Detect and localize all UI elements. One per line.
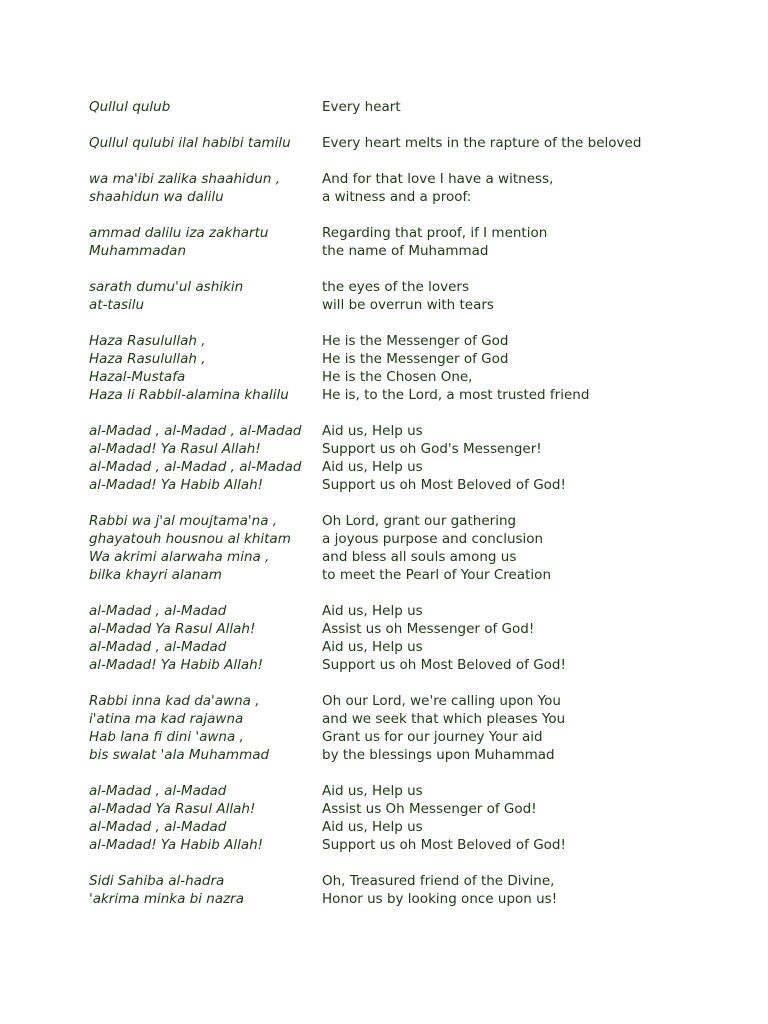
lyric-line: [89, 224, 729, 242]
transliteration-text: al-Madad , al-Madad , al-Madad: [89, 423, 302, 439]
translation-text: Support us oh God's Messenger!: [322, 441, 542, 457]
transliteration-text: Rabbi wa j'al moujtama'na ,: [89, 513, 278, 529]
stanza: [89, 224, 729, 260]
stanza: [89, 134, 729, 152]
translation-text: Support us oh Most Beloved of God!: [322, 837, 566, 853]
transliteration-text: shaahidun wa dalilu: [89, 189, 224, 205]
stanza: [89, 422, 729, 494]
transliteration-text: wa ma'ibi zalika shaahidun ,: [89, 171, 281, 187]
translation-text: will be overrun with tears: [322, 297, 494, 313]
translation-text: And for that love I have a witness,: [322, 171, 554, 187]
transliteration-text: Qullul qulub: [89, 99, 171, 115]
translation-text: He is the Messenger of God: [322, 351, 509, 367]
translation-text: Oh our Lord, we're calling upon You: [322, 693, 561, 709]
translation-text: Grant us for our journey Your aid: [322, 729, 543, 745]
lyric-line: [89, 530, 729, 548]
translation-text: He is the Chosen One,: [322, 369, 473, 385]
lyric-line: [89, 836, 729, 854]
stanza: [89, 782, 729, 854]
transliteration-text: Hab lana fi dini 'awna ,: [89, 729, 244, 745]
lyric-line: [89, 566, 729, 584]
transliteration-text: al-Madad! Ya Habib Allah!: [89, 837, 264, 853]
translation-text: Every heart melts in the rapture of the beloved: [322, 135, 642, 151]
transliteration-text: al-Madad! Ya Rasul Allah!: [89, 441, 261, 457]
translation-text: He is, to the Lord, a most trusted friend: [322, 387, 590, 403]
lyric-line: [89, 692, 729, 710]
transliteration-text: al-Madad Ya Rasul Allah!: [89, 801, 256, 817]
transliteration-text: Haza li Rabbil-alamina khalilu: [89, 387, 289, 403]
stanza: [89, 332, 729, 404]
translation-text: Aid us, Help us: [322, 783, 423, 799]
translation-text: by the blessings upon Muhammad: [322, 747, 555, 763]
lyric-line: [89, 800, 729, 818]
translation-text: and bless all souls among us: [322, 549, 517, 565]
lyric-line: [89, 440, 729, 458]
transliteration-text: Rabbi inna kad da'awna ,: [89, 693, 260, 709]
transliteration-text: al-Madad Ya Rasul Allah!: [89, 621, 256, 637]
lyric-line: [89, 278, 729, 296]
lyric-line: [89, 818, 729, 836]
transliteration-text: Haza Rasulullah ,: [89, 351, 206, 367]
lyric-line: [89, 602, 729, 620]
transliteration-text: Wa akrimi alarwaha mina ,: [89, 549, 270, 565]
transliteration-text: i'atina ma kad rajawna: [89, 711, 244, 727]
stanza: [89, 692, 729, 764]
lyric-line: [89, 656, 729, 674]
transliteration-text: Sidi Sahiba al-hadra: [89, 873, 225, 889]
transliteration-text: al-Madad! Ya Habib Allah!: [89, 477, 264, 493]
stanza: [89, 170, 729, 206]
translation-text: Aid us, Help us: [322, 639, 423, 655]
lyric-line: [89, 296, 729, 314]
transliteration-text: Hazal-Mustafa: [89, 369, 186, 385]
lyrics-sheet: [89, 98, 729, 926]
lyric-line: [89, 386, 729, 404]
translation-text: and we seek that which pleases You: [322, 711, 566, 727]
translation-text: Oh, Treasured friend of the Divine,: [322, 873, 555, 889]
transliteration-text: Muhammadan: [89, 243, 187, 259]
stanza: [89, 278, 729, 314]
transliteration-text: sarath dumu'ul ashikin: [89, 279, 244, 295]
stanza: [89, 512, 729, 584]
translation-text: Aid us, Help us: [322, 459, 423, 475]
lyric-line: [89, 332, 729, 350]
translation-text: Assist us oh Messenger of God!: [322, 621, 535, 637]
lyric-line: [89, 476, 729, 494]
translation-text: Regarding that proof, if I mention: [322, 225, 548, 241]
translation-text: Oh Lord, grant our gathering: [322, 513, 517, 529]
lyric-line: [89, 368, 729, 386]
lyric-line: [89, 746, 729, 764]
transliteration-text: 'akrima minka bi nazra: [89, 891, 245, 907]
lyric-line: [89, 548, 729, 566]
lyric-line: [89, 188, 729, 206]
lyric-line: [89, 638, 729, 656]
lyric-line: [89, 458, 729, 476]
lyric-line: [89, 422, 729, 440]
transliteration-text: Haza Rasulullah ,: [89, 333, 206, 349]
transliteration-text: ammad dalilu iza zakhartu: [89, 225, 269, 241]
lyric-line: [89, 242, 729, 260]
lyric-line: [89, 710, 729, 728]
transliteration-text: bilka khayri alanam: [89, 567, 222, 583]
translation-text: a joyous purpose and conclusion: [322, 531, 544, 547]
lyric-line: [89, 620, 729, 638]
translation-text: Aid us, Help us: [322, 423, 423, 439]
transliteration-text: bis swalat 'ala Muhammad: [89, 747, 270, 763]
lyric-line: [89, 350, 729, 368]
lyric-line: [89, 872, 729, 890]
transliteration-text: al-Madad , al-Madad: [89, 819, 227, 835]
lyric-line: [89, 728, 729, 746]
translation-text: Every heart: [322, 99, 401, 115]
lyric-line: [89, 890, 729, 908]
translation-text: Honor us by looking once upon us!: [322, 891, 558, 907]
lyric-line: [89, 782, 729, 800]
transliteration-text: al-Madad , al-Madad: [89, 639, 227, 655]
translation-text: to meet the Pearl of Your Creation: [322, 567, 551, 583]
translation-text: a witness and a proof:: [322, 189, 472, 205]
transliteration-text: ghayatouh housnou al khitam: [89, 531, 291, 547]
transliteration-text: al-Madad , al-Madad: [89, 603, 227, 619]
translation-text: Aid us, Help us: [322, 819, 423, 835]
translation-text: the eyes of the lovers: [322, 279, 470, 295]
translation-text: Support us oh Most Beloved of God!: [322, 657, 566, 673]
transliteration-text: at-tasilu: [89, 297, 145, 313]
lyric-line: [89, 98, 729, 116]
transliteration-text: al-Madad , al-Madad , al-Madad: [89, 459, 302, 475]
lyric-line: [89, 134, 729, 152]
stanza: [89, 872, 729, 908]
lyric-line: [89, 170, 729, 188]
translation-text: Support us oh Most Beloved of God!: [322, 477, 566, 493]
translation-text: He is the Messenger of God: [322, 333, 509, 349]
transliteration-text: al-Madad , al-Madad: [89, 783, 227, 799]
translation-text: the name of Muhammad: [322, 243, 489, 259]
lyric-line: [89, 512, 729, 530]
translation-text: Assist us Oh Messenger of God!: [322, 801, 537, 817]
transliteration-text: Qullul qulubi ilal habibi tamilu: [89, 135, 291, 151]
translation-text: Aid us, Help us: [322, 603, 423, 619]
stanza: [89, 602, 729, 674]
transliteration-text: al-Madad! Ya Habib Allah!: [89, 657, 264, 673]
stanza: [89, 98, 729, 116]
